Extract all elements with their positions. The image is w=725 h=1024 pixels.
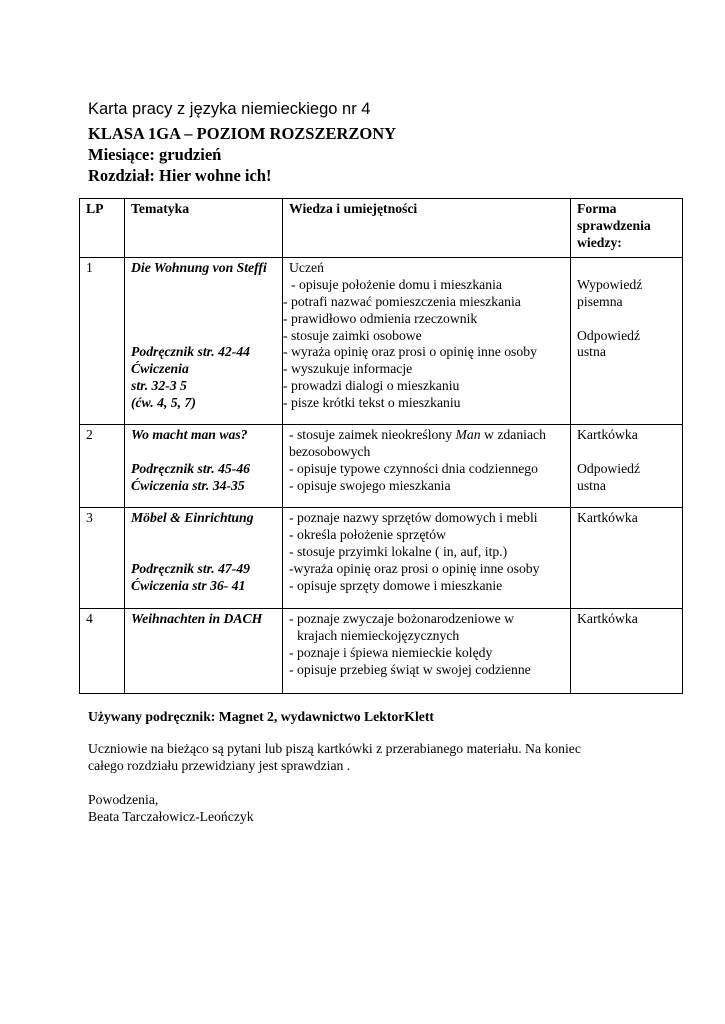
row-topic-cell [125, 609, 283, 694]
header-lp: LP [80, 199, 125, 258]
row-topic: Die Wohnung von Steffi [131, 260, 267, 276]
skill-line: - określa położenie sprzętów [289, 527, 446, 543]
author-name: Beata Tarczałowicz-Leończyk [88, 809, 254, 824]
row-topic: Weihnachten in DACH [131, 611, 263, 627]
table-row [80, 258, 683, 425]
row-topic-cell [125, 425, 283, 508]
skill-line: -wyraża opinię oraz prosi o opinię inne osoby [289, 560, 540, 576]
row-skills [283, 258, 571, 425]
class-level: KLASA 1GA – POZIOM ROZSZERZONY [88, 124, 397, 143]
table-row [80, 609, 683, 694]
row-topic-cell [125, 508, 283, 609]
row-ref: (ćw. 4, 5, 7) [131, 394, 196, 410]
row-ref: Podręcznik str. 42-44 [131, 344, 251, 360]
skill-text-italic: Man [455, 427, 481, 443]
row-forms [571, 508, 683, 609]
skill-line: - wyraża opinię oraz prosi o opinię inne osoby [283, 344, 537, 360]
row-skills [283, 425, 571, 508]
skill-line: - poznaje zwyczaje bożonarodzeniowe w [289, 611, 514, 627]
skill-line: - stosuje zaimki osobowe [283, 327, 422, 343]
textbook-info: Używany podręcznik: Magnet 2, wydawnictwo LektorKlett [88, 709, 434, 724]
form-line: Kartkówka [577, 611, 638, 627]
row-lp: 2 [80, 425, 125, 508]
skill-line: - prawidłowo odmienia rzeczownik [283, 310, 478, 326]
row-ref: Podręcznik str. 45-46 [131, 460, 251, 476]
worksheet-title: Karta pracy z języka niemieckiego nr 4 [88, 100, 371, 118]
row-ref: Ćwiczenia str. 34-35 [131, 477, 245, 493]
header-forma-line: wiedzy: [577, 234, 622, 250]
form-line: Odpowiedź [577, 327, 641, 343]
header-tematyka: Tematyka [125, 199, 283, 258]
header-forma-line: Forma [577, 201, 617, 216]
months: Miesiące: grudzień [88, 145, 222, 164]
row-forms [571, 425, 683, 508]
header-forma-line: sprawdzenia [577, 217, 651, 233]
row-lp: 1 [80, 258, 125, 425]
skill-line: - wyszukuje informacje [283, 361, 413, 377]
row-lp: 4 [80, 609, 125, 694]
row-skills [283, 508, 571, 609]
skill-line: - opisuje swojego mieszkania [289, 477, 451, 493]
skill-line: - opisuje przebieg świąt w swojej codzienne [289, 661, 531, 677]
skill-text: w zdaniach [480, 427, 546, 443]
row-ref: Ćwiczenia [131, 361, 189, 377]
row-ref: str. 32-3 5 [131, 377, 187, 393]
skill-line: krajach niemieckojęzycznych [297, 628, 460, 644]
skill-line: bezosobowych [289, 444, 371, 460]
form-line: Odpowiedź [577, 460, 641, 476]
row-topic: Möbel & Einrichtung [131, 510, 254, 526]
form-line: ustna [577, 344, 606, 360]
row-topic: Wo macht man was? [131, 427, 248, 443]
row-ref: Ćwiczenia str 36- 41 [131, 577, 246, 593]
row-ref: Podręcznik str. 47-49 [131, 560, 251, 576]
form-line: Kartkówka [577, 510, 638, 526]
row-topic-cell [125, 258, 283, 425]
skill-line: - potrafi nazwać pomieszczenia mieszkania [283, 293, 521, 309]
skill-text: - stosuje zaimek nieokreślony [289, 427, 456, 443]
header-forma [571, 199, 683, 258]
table-row [80, 425, 683, 508]
table-row [80, 508, 683, 609]
note-line-1: Uczniowie na bieżąco są pytani lub piszą kartkówki z przerabianego materiału. Na koniec [88, 741, 581, 756]
row-forms [571, 609, 683, 694]
skill-line: - opisuje położenie domu i mieszkania [291, 277, 502, 293]
form-line: Wypowiedź [577, 277, 643, 293]
note-line-2: całego rozdziału przewidziany jest sprawdzian . [88, 758, 351, 773]
table-header-row [80, 199, 683, 258]
skill-line: - opisuje sprzęty domowe i mieszkanie [289, 577, 503, 593]
skill-line: - poznaje i śpiewa niemieckie kolędy [289, 644, 493, 660]
form-line: pisemna [577, 293, 623, 309]
skill-line: - poznaje nazwy sprzętów domowych i mebli [289, 510, 538, 526]
greeting: Powodzenia, [88, 792, 159, 807]
skill-line [289, 427, 564, 444]
skill-line: - pisze krótki tekst o mieszkaniu [283, 394, 461, 410]
form-line: Kartkówka [577, 427, 638, 443]
chapter: Rozdział: Hier wohne ich! [88, 166, 272, 185]
form-line: ustna [577, 477, 606, 493]
skill-line: Uczeń [289, 260, 324, 276]
row-lp: 3 [80, 508, 125, 609]
header-wiedza: Wiedza i umiejętności [283, 199, 571, 258]
row-forms [571, 258, 683, 425]
plan-table [79, 198, 683, 694]
row-skills [283, 609, 571, 694]
skill-line: - prowadzi dialogi o mieszkaniu [283, 377, 460, 393]
skill-line: - stosuje przyimki lokalne ( in, auf, itp.) [289, 543, 508, 559]
skill-line: - opisuje typowe czynności dnia codziennego [289, 460, 538, 476]
